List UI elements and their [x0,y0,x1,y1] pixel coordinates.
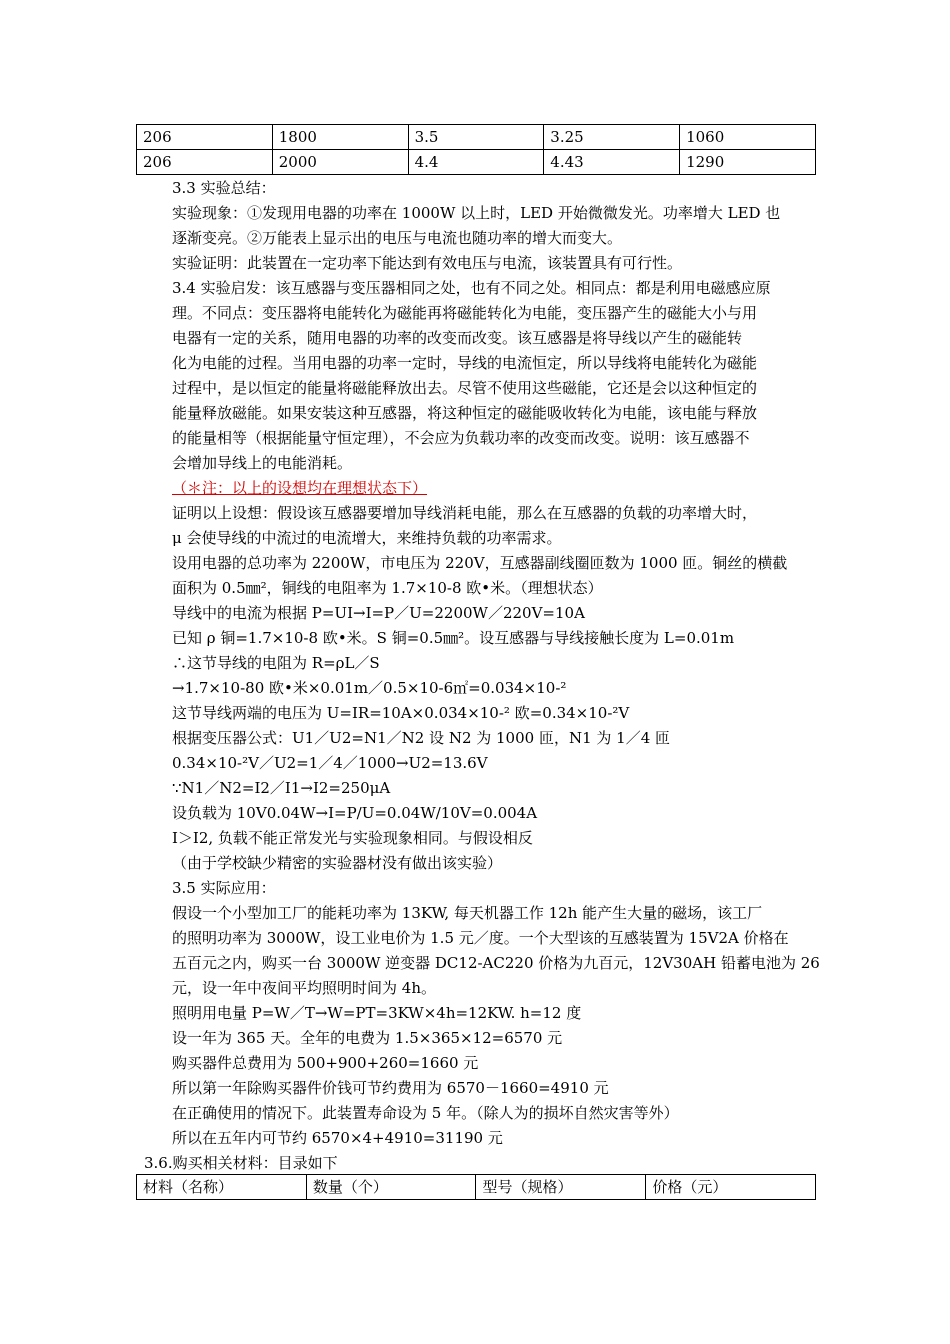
paragraph-line: 逐渐变亮。②万能表上显示出的电压与电流也随功率的增大而变大。 [172,229,623,247]
note-line [172,476,822,501]
paragraph-line: 实验现象：①发现用电器的功率在 1000W 以上时，LED 开始微微发光。功率增大 LED 也 [172,204,781,222]
paragraph-line: μ 会使导线的中流过的电流增大，来维持负载的功率需求。 [172,529,562,547]
paragraph-line: 证明以上设想：假设该互感器要增加导线消耗电能，那么在互感器的负载的功率增大时， [172,504,758,522]
paragraph-line: 在正确使用的情况下。此装置寿命设为 5 年。（除人为的损坏自然灾害等外） [172,1104,679,1122]
table-row [137,150,816,175]
formula-line: 所以第一年除购买器件价钱可节约费用为 6570－1660=4910 元 [172,1079,609,1097]
materials-table [136,1174,816,1200]
paragraph-line: 设用电器的总功率为 2200W，市电压为 220V，互感器副线圈匝数为 1000 匝。铜丝的横截 [172,554,788,572]
formula-line: 0.34×10-²V／U2=1／4／1000→U2=13.6V [172,754,488,772]
table-cell: 1060 [680,125,816,150]
paragraph-line: 面积为 0.5㎜²，铜线的电阻率为 1.7×10-8 欧•米。（理想状态） [172,579,603,597]
table-header-row [137,1175,816,1200]
table-header-cell: 价格（元） [646,1175,816,1200]
formula-line: 已知 ρ 铜=1.7×10-8 欧•米。S 铜=0.5㎜²。设互感器与导线接触长度为 L=0.01m [172,629,735,647]
formula-line: 这节导线两端的电压为 U=IR=10A×0.034×10-² 欧=0.34×10-²V [172,704,630,722]
table-cell: 4.43 [544,150,680,175]
formula-line: 所以在五年内可节约 6570×4+4910=31190 元 [172,1129,503,1147]
table-header-cell: 数量（个） [306,1175,476,1200]
table-cell: 1800 [272,125,408,150]
note-text: （＊注：以上的设想均在理想状态下） [172,479,428,497]
paragraph-line: 的照明功率为 3000W，设工业电价为 1.5 元／度。一个大型该的互感装置为 15V2A 价格在 [172,929,789,947]
table-row [137,125,816,150]
paragraph-line: 的能量相等（根据能量守恒定理），不会应为负载功率的改变而改变。说明：该互感器不 [172,429,750,447]
table-cell: 3.25 [544,125,680,150]
section-heading: 3.3 实验总结： [172,179,276,197]
document-body [144,176,822,1176]
table-cell: 206 [137,125,273,150]
results-table [136,124,816,175]
paragraph-line: 3.4 实验启发：该互感器与变压器相同之处，也有不同之处。相同点：都是利用电磁感应原 [172,279,771,297]
section-heading: 3.5 实际应用： [172,879,276,897]
formula-line: ∴这节导线的电阻为 R=ρL／S [172,654,380,672]
table-cell: 4.4 [408,150,544,175]
paragraph-line: 元，设一年中夜间平均照明时间为 4h。 [172,979,436,997]
formula-line: 购买器件总费用为 500+900+260=1660 元 [172,1054,479,1072]
paragraph-line: 能量释放磁能。如果安装这种互感器，将这种恒定的磁能吸收转化为电能，该电能与释放 [172,404,758,422]
table-cell: 3.5 [408,125,544,150]
paragraph-line: 会增加导线上的电能消耗。 [172,454,353,472]
formula-line: 设负载为 10V0.04W→I=P/U=0.04W/10V=0.004A [172,804,538,822]
table-cell: 1290 [680,150,816,175]
formula-line: →1.7×10-80 欧•米×0.01m／0.5×10-6㎡=0.034×10-² [172,679,567,697]
formula-line: 根据变压器公式：U1／U2=N1／N2 设 N2 为 1000 匝，N1 为 1／4 匝 [172,729,671,747]
paragraph-line: 电器有一定的关系，随用电器的功率的改变而改变。该互感器是将导线以产生的磁能转 [172,329,743,347]
table-cell: 2000 [272,150,408,175]
paragraph-line: 实验证明：此装置在一定功率下能达到有效电压与电流，该装置具有可行性。 [172,254,683,272]
paragraph-line: 假设一个小型加工厂的能耗功率为 13KW, 每天机器工作 12h 能产生大量的磁场，该工厂 [172,904,763,922]
table-header-cell: 材料（名称） [137,1175,307,1200]
paragraph-line: （由于学校缺少精密的实验器材没有做出该实验） [172,854,503,872]
formula-line: 设一年为 365 天。全年的电费为 1.5×365×12=6570 元 [172,1029,563,1047]
paragraph-line: 五百元之内，购买一台 3000W 逆变器 DC12-AC220 价格为九百元，12V30AH 铅蓄电池为 26 [172,954,820,972]
formula-line: 导线中的电流为根据 P=UI→I=P／U=2200W／220V=10A [172,604,585,622]
table-cell: 206 [137,150,273,175]
paragraph-line: 化为电能的过程。当用电器的功率一定时，导线的电流恒定，所以导线将电能转化为磁能 [172,354,758,372]
section-heading: 3.6.购买相关材料：目录如下 [144,1154,338,1172]
table-header-cell: 型号（规格） [476,1175,646,1200]
formula-line: 照明用电量 P=W／T→W=PT=3KW×4h=12KW. h=12 度 [172,1004,582,1022]
paragraph-line: 过程中，是以恒定的能量将磁能释放出去。尽管不使用这些磁能，它还是会以这种恒定的 [172,379,758,397]
paragraph-line: 理。不同点：变压器将电能转化为磁能再将磁能转化为电能，变压器产生的磁能大小与用 [172,304,758,322]
formula-line: ∵N1／N2=I2／I1→I2=250μA [172,779,391,797]
paragraph-line: I＞I2, 负载不能正常发光与实验现象相同。与假设相反 [172,829,533,847]
